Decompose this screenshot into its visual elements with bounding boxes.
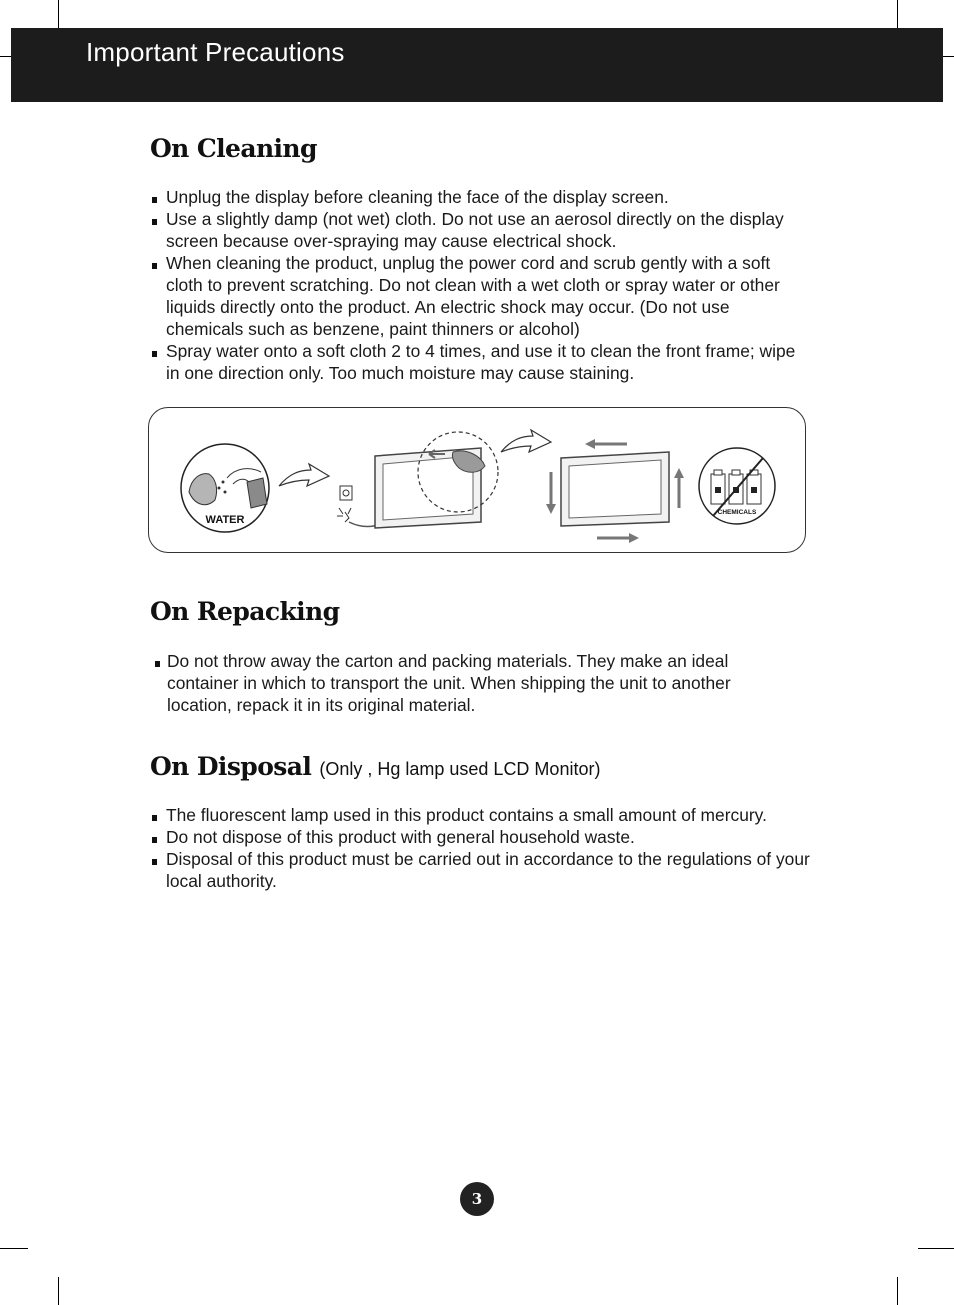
page-number: 3 — [460, 1182, 494, 1216]
monitor-direction-icon — [546, 439, 684, 543]
cleaning-list — [150, 186, 810, 384]
crop-mark — [897, 0, 898, 28]
crop-mark — [58, 1277, 59, 1305]
section-heading-repacking: On Repacking — [150, 597, 340, 626]
monitor-wipe-icon — [375, 432, 498, 528]
list-item: The fluorescent lamp used in this product contains a small amount of mercury. — [150, 804, 810, 826]
chemicals-label: CHEMICALS — [717, 509, 757, 516]
section-heading-disposal — [150, 752, 600, 781]
spray-water-icon — [181, 444, 269, 532]
bullet-icon — [152, 219, 157, 225]
list-item: Spray water onto a soft cloth 2 to 4 times, and use it to clean the front frame; wipe in one direction only. Too much moisture may cause staining. — [150, 340, 810, 384]
list-item: When cleaning the product, unplug the power cord and scrub gently with a soft cloth to prevent scratching. Do not clean with a wet cloth or spray water or other liquids directly onto the product. An electric shock may occur. (Do not use chemicals such as benzene, paint thinners or alcohol) — [150, 252, 810, 340]
crop-mark — [918, 1248, 954, 1249]
crop-mark — [943, 56, 954, 57]
arrow-right-icon — [501, 430, 551, 452]
disposal-title: On Disposal — [150, 752, 312, 781]
crop-mark — [0, 56, 11, 57]
bullet-icon — [152, 815, 157, 821]
bullet-icon — [152, 351, 157, 357]
disposal-list — [150, 804, 810, 892]
section-heading-cleaning: On Cleaning — [150, 134, 317, 163]
bullet-icon — [152, 837, 157, 843]
bullet-icon — [152, 197, 157, 203]
arrow-right-icon — [279, 464, 329, 486]
list-item: Unplug the display before cleaning the face of the display screen. — [150, 186, 810, 208]
list-item: Do not dispose of this product with general household waste. — [150, 826, 810, 848]
water-label: WATER — [205, 514, 245, 526]
no-chemicals-icon — [699, 448, 775, 524]
cleaning-illustration-graphic — [149, 408, 807, 554]
crop-mark — [897, 1277, 898, 1305]
crop-mark — [58, 0, 59, 28]
bullet-icon — [155, 661, 160, 667]
repacking-list — [150, 650, 762, 716]
cleaning-illustration — [148, 407, 806, 553]
page-title: Important Precautions — [86, 37, 345, 67]
bullet-icon — [152, 263, 157, 269]
crop-mark — [0, 1248, 28, 1249]
list-item: Disposal of this product must be carried out in accordance to the regulations of your local authority. — [150, 848, 810, 892]
disposal-subtitle: (Only , Hg lamp used LCD Monitor) — [319, 759, 601, 779]
list-item: Use a slightly damp (not wet) cloth. Do not use an aerosol directly on the display screen because over-spraying may cause electrical shock. — [150, 208, 810, 252]
list-item: Do not throw away the carton and packing materials. They make an ideal container in which to transport the unit. When shipping the unit to another location, repack it in its original material. — [150, 650, 762, 716]
bullet-icon — [152, 859, 157, 865]
